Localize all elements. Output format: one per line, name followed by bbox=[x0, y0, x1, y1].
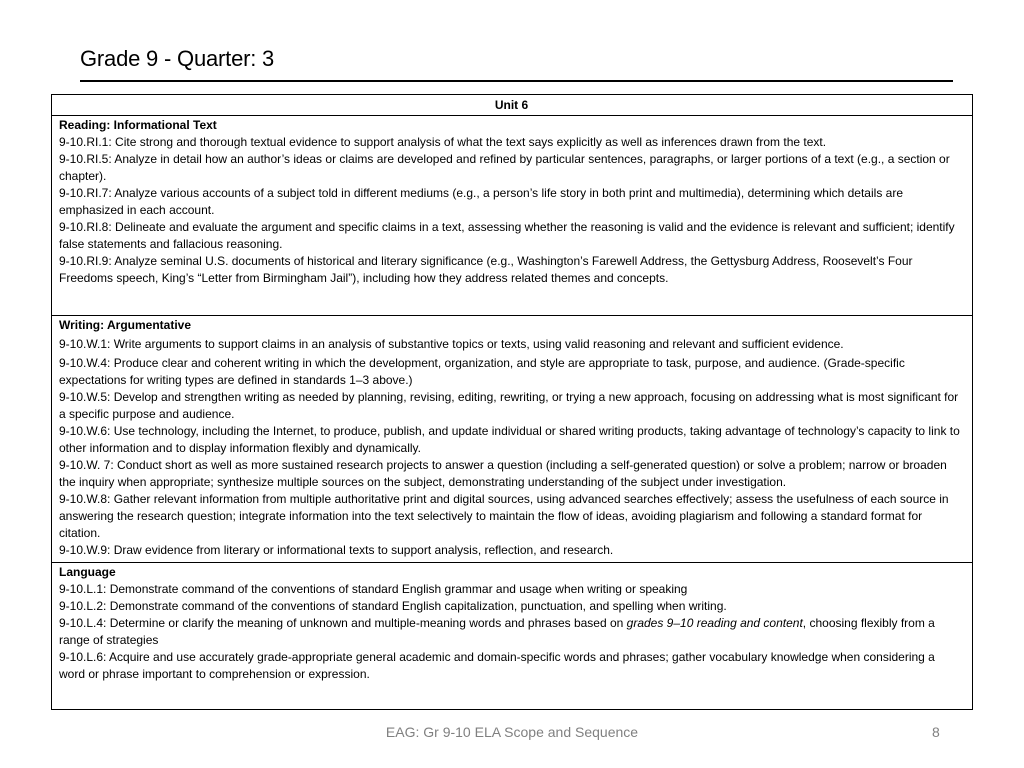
standard-item: 9-10.L.2: Demonstrate command of the conventions of standard English capitalization, punctuation, and spelling when writing. bbox=[59, 599, 727, 613]
title-divider bbox=[80, 80, 953, 82]
standard-item: 9-10.W.6: Use technology, including the Internet, to produce, publish, and update individual or shared writing products, taking advantage of technology’s capacity to link to other information and to display information flexibly and dynamically. bbox=[59, 424, 960, 455]
l4-text: 9-10.L.4: Determine or clarify the meaning of unknown and multiple-meaning words and phrases based on bbox=[59, 616, 627, 630]
l4-text-end: , choosing flexibly from a range of strategies bbox=[59, 616, 935, 647]
standard-item: 9-10.W.1: Write arguments to support claims in an analysis of substantive topics or texts, using valid reasoning and relevant and sufficient evidence. bbox=[59, 337, 844, 351]
unit-header-cell bbox=[52, 95, 972, 116]
reading-heading: Reading: Informational Text bbox=[59, 118, 217, 132]
language-cell bbox=[52, 563, 972, 709]
standard-item-l4 bbox=[59, 615, 964, 649]
standards-table bbox=[51, 94, 973, 710]
unit-header: Unit 6 bbox=[494, 98, 529, 112]
standard-item: 9-10.RI.5: Analyze in detail how an author’s ideas or claims are developed and refined by particular sentences, paragraphs, or larger portions of a text (e.g., a section or chapter). bbox=[59, 152, 950, 183]
standard-item: 9-10.W.4: Produce clear and coherent writing in which the development, organization, and style are appropriate to task, purpose, and audience. (Grade-specific expectations for writing types are defined in standards 1–3 above.) bbox=[59, 356, 905, 387]
standard-item: 9-10.RI.7: Analyze various accounts of a subject told in different mediums (e.g., a person’s life story in both print and multimedia), determining which details are emphasized in each account. bbox=[59, 186, 903, 217]
standard-item: 9-10.W.5: Develop and strengthen writing as needed by planning, revising, editing, rewriting, or trying a new approach, focusing on addressing what is most significant for a specific purpose and audience. bbox=[59, 390, 959, 421]
standard-item: 9-10.L.6: Acquire and use accurately grade-appropriate general academic and domain-specific words and phrases; gather vocabulary knowledge when considering a word or phrase important to comprehension or expression. bbox=[59, 650, 935, 681]
page-title: Grade 9 - Quarter: 3 bbox=[80, 46, 275, 71]
standard-item: 9-10.W.9: Draw evidence from literary or informational texts to support analysis, reflection, and research. bbox=[59, 543, 614, 557]
standard-item: 9-10.RI.9: Analyze seminal U.S. documents of historical and literary significance (e.g., Washington’s Farewell Address, the Gettysburg Address, Roosevelt’s Four Freedoms speech, King’s “Letter from Birmingham Jail”), including how they address related themes and concepts. bbox=[59, 254, 913, 285]
writing-cell bbox=[52, 316, 972, 563]
standard-item: 9-10.W.8: Gather relevant information from multiple authoritative print and digital sources, using advanced searches effectively; assess the usefulness of each source in answering the research question; integrate information into the text selectively to maintain the flow of ideas, avoiding plagiarism and following a standard format for citation. bbox=[59, 492, 949, 540]
reading-cell bbox=[52, 116, 972, 316]
footer-text: EAG: Gr 9-10 ELA Scope and Sequence bbox=[385, 724, 639, 740]
l4-italic-text: grades 9–10 reading and content bbox=[626, 616, 803, 630]
standard-item: 9-10.L.1: Demonstrate command of the conventions of standard English grammar and usage when writing or speaking bbox=[59, 582, 688, 596]
standard-item: 9-10.RI.1: Cite strong and thorough textual evidence to support analysis of what the text says explicitly as well as inferences drawn from the text. bbox=[59, 135, 827, 149]
standard-item: 9-10.W. 7: Conduct short as well as more sustained research projects to answer a question (including a self-generated question) or solve a problem; narrow or broaden the inquiry when appropriate; synthesize multiple sources on the subject, demonstrating understanding of the subject under investigation. bbox=[59, 458, 947, 489]
page-number: 8 bbox=[932, 724, 940, 740]
standard-item: 9-10.RI.8: Delineate and evaluate the argument and specific claims in a text, assessing whether the reasoning is valid and the evidence is relevant and sufficient; identify false statements and fallacious reasoning. bbox=[59, 220, 955, 251]
writing-heading: Writing: Argumentative bbox=[59, 318, 192, 332]
language-heading: Language bbox=[59, 565, 116, 579]
